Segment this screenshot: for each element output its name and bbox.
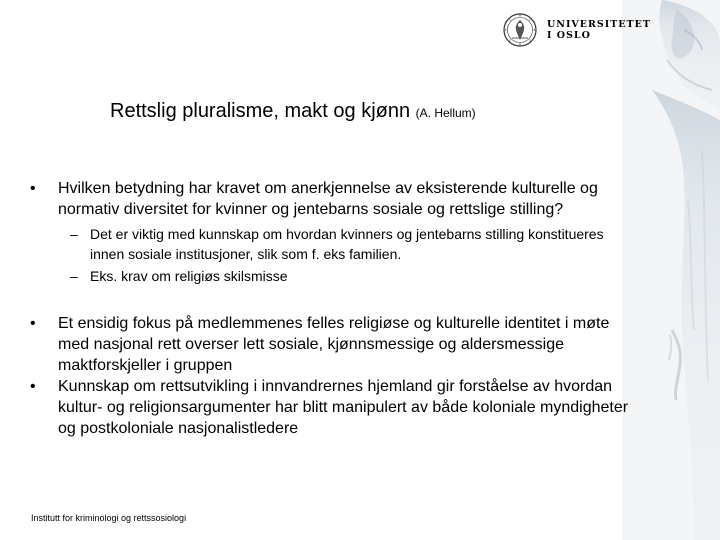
bullet-marker: • [30, 180, 36, 197]
sub-bullet-marker: – [70, 268, 78, 284]
title-attribution: (A. Hellum) [415, 106, 476, 120]
bullet-item [30, 376, 630, 439]
sub-bullet-text: Eks. krav om religiøs skilsmisse [90, 268, 288, 284]
university-seal-icon [503, 13, 537, 47]
sculpture-decoration-icon [622, 0, 720, 540]
title-main: Rettslig pluralisme, makt og kjønn [110, 100, 411, 122]
bullet-marker: • [30, 378, 36, 395]
sub-bullet-marker: – [70, 226, 78, 242]
sub-bullet-text: Det er viktig med kunnskap om hvordan kvinners og jentebarns stilling konstitueres innen sosiale institusjoner, slik som f. eks familien. [90, 226, 604, 262]
bullet-text: Et ensidig fokus på medlemmenes felles religiøse og kulturelle identitet i møte med nasjonal rett overser lett sosiale, kjønnsmessige og aldersmessige maktforskjeller i gruppen [58, 315, 610, 374]
sub-bullet-item [30, 266, 630, 286]
bullet-item [30, 178, 630, 220]
university-name [547, 19, 651, 41]
sub-bullet-item [30, 224, 630, 264]
university-logo [503, 13, 651, 49]
university-name-line1: UNIVERSITETET [547, 19, 651, 30]
footer-institute: Institutt for kriminologi og rettssosiologi [31, 513, 187, 523]
university-name-line2: I OSLO [547, 30, 591, 41]
slide-title [110, 100, 630, 123]
bullet-text: Hvilken betydning har kravet om anerkjennelse av eksisterende kulturelle og normativ diversitet for kvinner og jentebarns sosiale og rettslige stilling? [58, 180, 598, 218]
bullet-text: Kunnskap om rettsutvikling i innvandrernes hjemland gir forståelse av hvordan kultur- og religionsargumenter har blitt manipulert av både koloniale myndigheter og postkoloniale nasjonalistledere [58, 378, 629, 437]
slide-body [30, 178, 630, 439]
bullet-item [30, 313, 630, 376]
bullet-marker: • [30, 315, 36, 332]
